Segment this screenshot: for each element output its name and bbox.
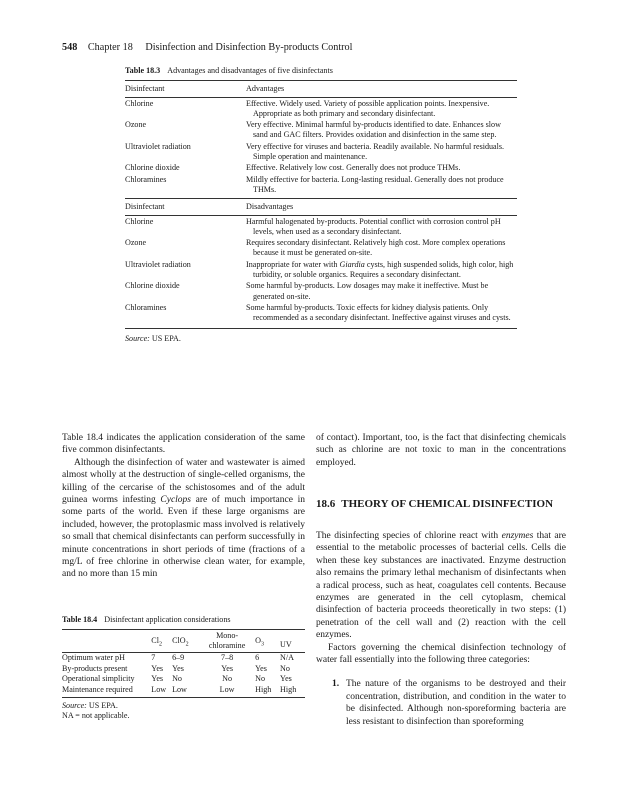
table-row: Ultraviolet radiation Very effective for viruses and bacteria. Readily available. No harmful residuals. Simple operation and maintenance.	[125, 141, 505, 162]
table-row: Chlorine Harmful halogenated by-products. Potential conflict with corrosion control pH levels, when used as a secondary disinfectant.	[125, 216, 501, 236]
list-item: 1. The nature of the organisms to be destroyed and their concentration, distribution, and condition in the water to be disinfected. Although non-sporeforming bacteria are less resistant to disinfection than sporeforming	[332, 679, 566, 727]
table-header: $Cl_2$ ClO$_2$ Mono- chloramine $O_3$ UV	[151, 631, 292, 650]
application-table	[62, 630, 305, 698]
right-column-text	[316, 530, 566, 728]
table-source: Source: US EPA.	[125, 333, 181, 343]
table-source: Source: US EPA.	[62, 701, 118, 711]
right-column-continuation	[316, 432, 566, 469]
table-row: Chloramines Mildly effective for bacteria. Long-lasting residual. Generally does not produce THMs.	[125, 174, 504, 194]
paragraph: Factors governing the chemical disinfection technology of water fall essentially into the following three categories:	[316, 642, 566, 666]
table-caption: Table 18.4 Disinfectant application considerations	[62, 615, 231, 624]
table-row: Chlorine Effective. Widely used. Variety of possible application points. Inexpensive. Appropriate as both primary and secondary disinfectant.	[125, 98, 490, 118]
table-18-4	[62, 615, 305, 722]
paragraph: of contact). Important, too, is the fact that disinfecting chemicals such as chlorine are not toxic to man in the concentrations employed.	[316, 433, 566, 468]
table-note: NA = not applicable.	[62, 711, 130, 721]
table-header: Disinfectant Advantages	[125, 84, 285, 94]
table-row: Ultraviolet radiation Inappropriate for water with Giardia cysts, high suspended solids, high color, high turbidity, or soluble organics. Requires a secondary disinfectant.	[125, 259, 514, 280]
table-row: Ozone Very effective. Minimal harmful by-products identified to date. Enhances slow sand and GAC filters. Provides oxidation and disinfection in the same step.	[125, 120, 501, 140]
table-row: Ozone Requires secondary disinfectant. Relatively high cost. More complex operations because it must be generated on-site.	[125, 238, 506, 258]
page-number: 548	[62, 42, 78, 53]
paragraph: The disinfecting species of chlorine react with enzymes that are essential to the metabolic processes of bacterial cells. Cells die when these key substances are inactivated. Enzyme destruction also remains the primary lethal mechanism of disinfectants when a radical process, such as heat, coagulates cell contents. Because enzymes are generated in the cell cytoplasm, chemical disinfection of bacteria proceeds theoretically in two steps: (1) penetration of the cell wall and (2) reaction with the cell enzymes.	[316, 531, 567, 641]
table-row: Chlorine dioxide Some harmful by-products. Low dosages may make it ineffective. Must be generated on-site.	[125, 281, 489, 301]
table-row: Optimum water pH 7 6–9 7–8 6 N/A	[62, 653, 294, 663]
table-row: Maintenance required Low Low Low High High	[62, 684, 297, 694]
table-header: Disinfectant Disadvantages	[125, 202, 294, 212]
chapter-title: Disinfection and Disinfection By-products Control	[145, 42, 353, 53]
table-18-3	[125, 66, 517, 344]
left-column-text	[62, 432, 305, 581]
table-row: Operational simplicity Yes No No No Yes	[62, 674, 292, 684]
running-header	[62, 42, 352, 53]
table-row: By-products present Yes Yes Yes Yes No	[62, 663, 290, 673]
table-row: Chlorine dioxide Effective. Relatively low cost. Generally does not produce THMs.	[125, 163, 461, 173]
chapter-label: Chapter 18	[87, 42, 133, 53]
table-row: Chloramines Some harmful by-products. Toxic effects for kidney dialysis patients. Only recommended as a secondary disinfectant. Ineffective against viruses and cysts.	[125, 302, 511, 323]
table-caption: Table 18.3 Advantages and disadvantages of five disinfectants	[125, 66, 333, 75]
paragraph: Table 18.4 indicates the application consideration of the same five common disinfectants.	[62, 433, 305, 456]
paragraph: Although the disinfection of water and wastewater is aimed almost wholly at the destruction of single-celled organisms, the killing of the cercarise of the schistosomes and of the adult guinea worms infesting Cyclops are of much importance in some parts of the world. Even if these large organisms are included, however, the protoplasmic mass involved is relatively so small that chemical disinfectants can perform successfully in minute concentrations in short periods of time (fractions of a mg/L of free chlorine in otherwise clean water, for example, and no more than 15 min	[62, 457, 305, 580]
section-heading: 18.6 THEORY OF CHEMICAL DISINFECTION	[316, 498, 554, 510]
